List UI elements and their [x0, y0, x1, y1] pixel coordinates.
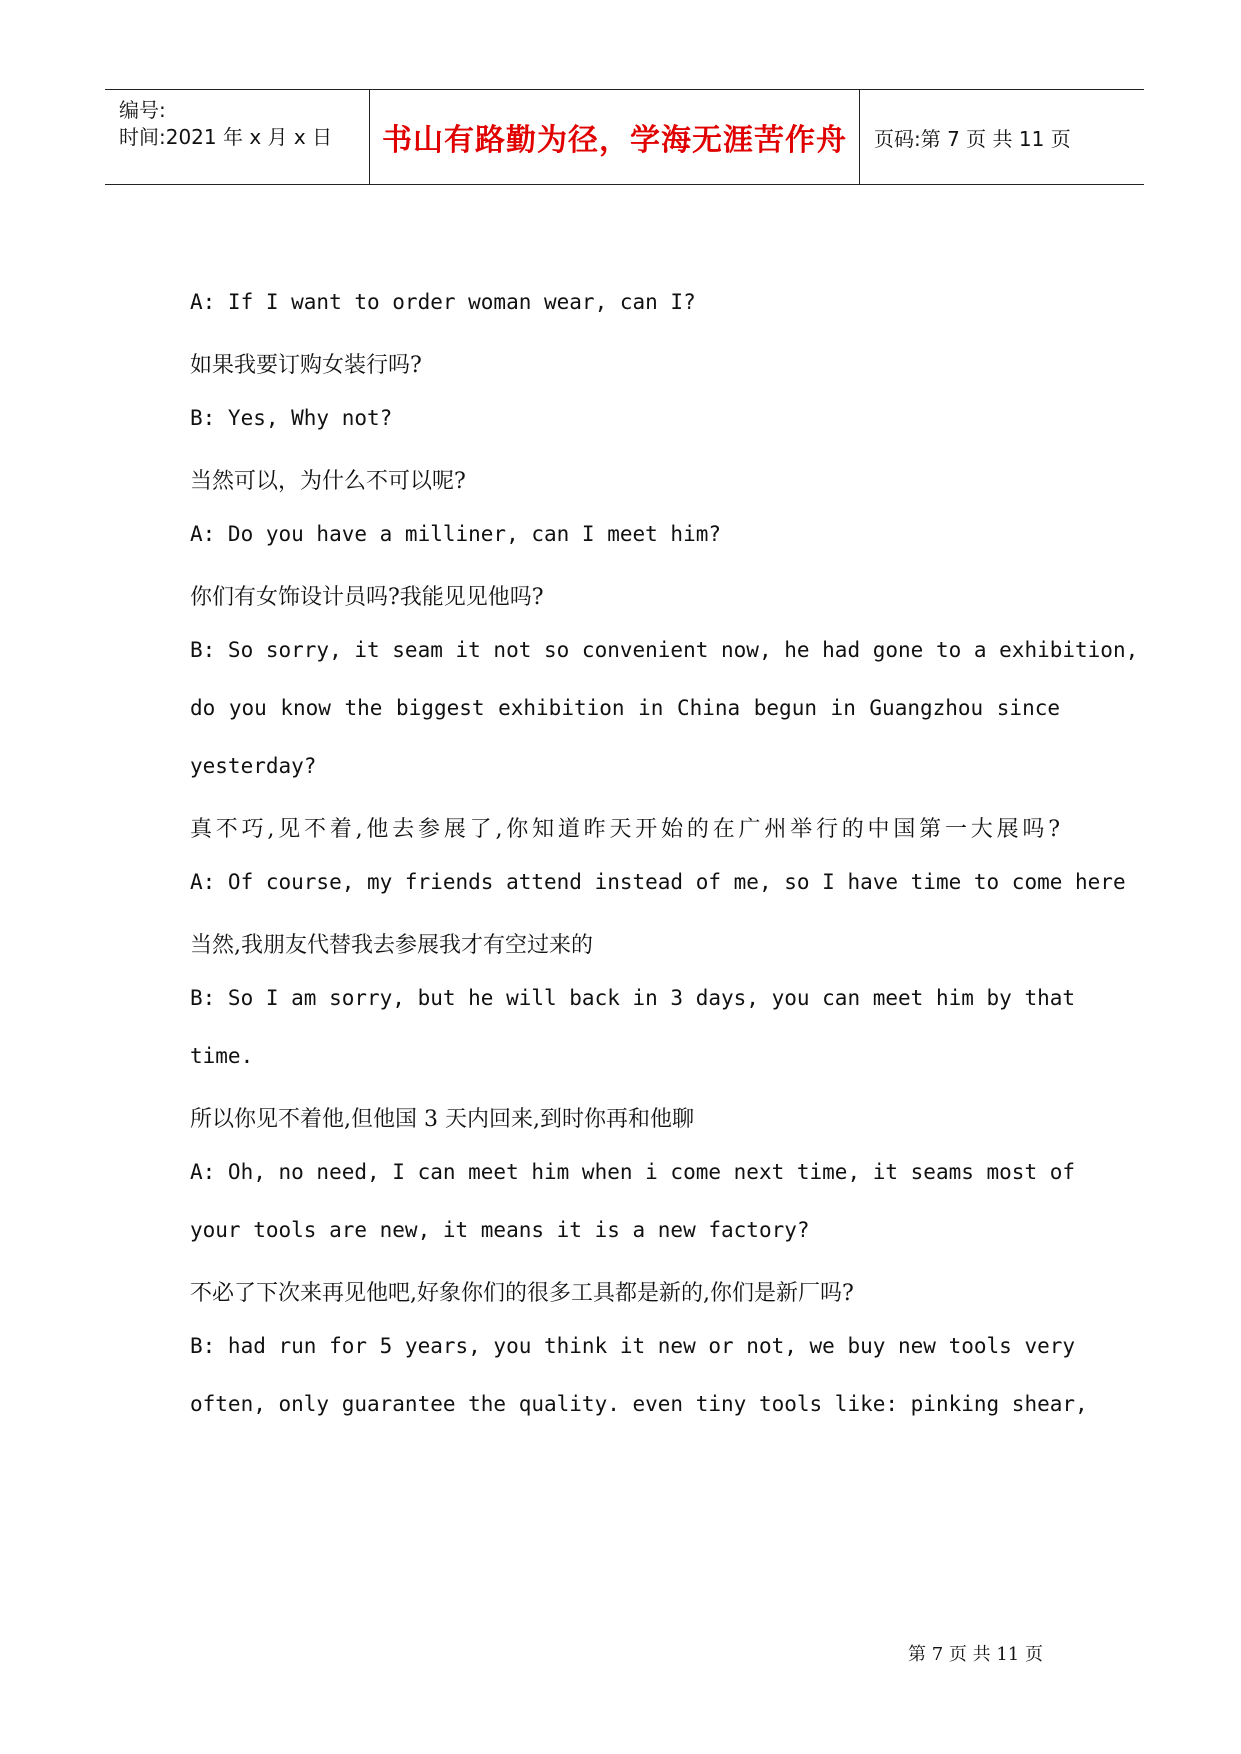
header-motto: 书山有路勤为径，学海无涯苦作舟	[382, 123, 847, 158]
dialogue-line-en: B: Yes, Why not?	[190, 406, 393, 430]
dialogue-line-en: time.	[190, 1044, 254, 1068]
dialogue-line-en: B: So I am sorry, but he will back in 3 days, you can meet him by that	[190, 986, 1076, 1010]
header-page-cell	[860, 90, 1144, 184]
dialogue-line-zh: 你们有女饰设计员吗?我能见见他吗?	[190, 585, 544, 610]
dialogue-line-en: often, only guarantee the quality. even tiny tools like: pinking shear,	[190, 1392, 1088, 1416]
document-time-label: 时间:2021 年 x 月 x 日	[119, 125, 333, 149]
header-info-cell	[105, 90, 370, 184]
dialogue-line-zh: 所以你见不着他,但他国 3 天内回来,到时你再和他聊	[190, 1107, 694, 1132]
dialogue-line-en: A: Of course, my friends attend instead of me, so I have time to come here	[190, 870, 1126, 894]
dialogue-line-zh: 不必了下次来再见他吧,好象你们的很多工具都是新的,你们是新厂吗?	[190, 1281, 854, 1306]
dialogue-line-en: B: had run for 5 years, you think it new or not, we buy new tools very	[190, 1334, 1076, 1358]
dialogue-line-en: do you know the biggest exhibition in China begun in Guangzhou since	[190, 696, 1060, 720]
dialogue-line-zh: 如果我要订购女装行吗?	[190, 353, 422, 378]
page-header	[105, 89, 1144, 185]
header-page-label: 页码:第 7 页 共 11 页	[874, 126, 1071, 151]
dialogue-line-zh: 当然可以，为什么不可以呢?	[190, 469, 466, 494]
dialogue-line-en: yesterday?	[190, 754, 317, 778]
dialogue-line-en: your tools are new, it means it is a new factory?	[190, 1218, 810, 1242]
page-footer: 第 7 页 共 11 页	[908, 1644, 1043, 1665]
dialogue-line-zh: 真不巧,见不着,他去参展了,你知道昨天开始的在广州举行的中国第一大展吗?	[190, 817, 1060, 842]
dialogue-line-en: A: If I want to order woman wear, can I?	[190, 290, 696, 314]
header-motto-cell	[370, 90, 860, 184]
dialogue-line-en: A: Do you have a milliner, can I meet him?	[190, 522, 722, 546]
dialogue-line-zh: 当然,我朋友代替我去参展我才有空过来的	[190, 933, 593, 958]
dialogue-line-en: B: So sorry, it seam it not so convenient now, he had gone to a exhibition,	[190, 638, 1139, 662]
dialogue-line-en: A: Oh, no need, I can meet him when i come next time, it seams most of	[190, 1160, 1076, 1184]
document-number-label: 编号:	[119, 98, 166, 122]
